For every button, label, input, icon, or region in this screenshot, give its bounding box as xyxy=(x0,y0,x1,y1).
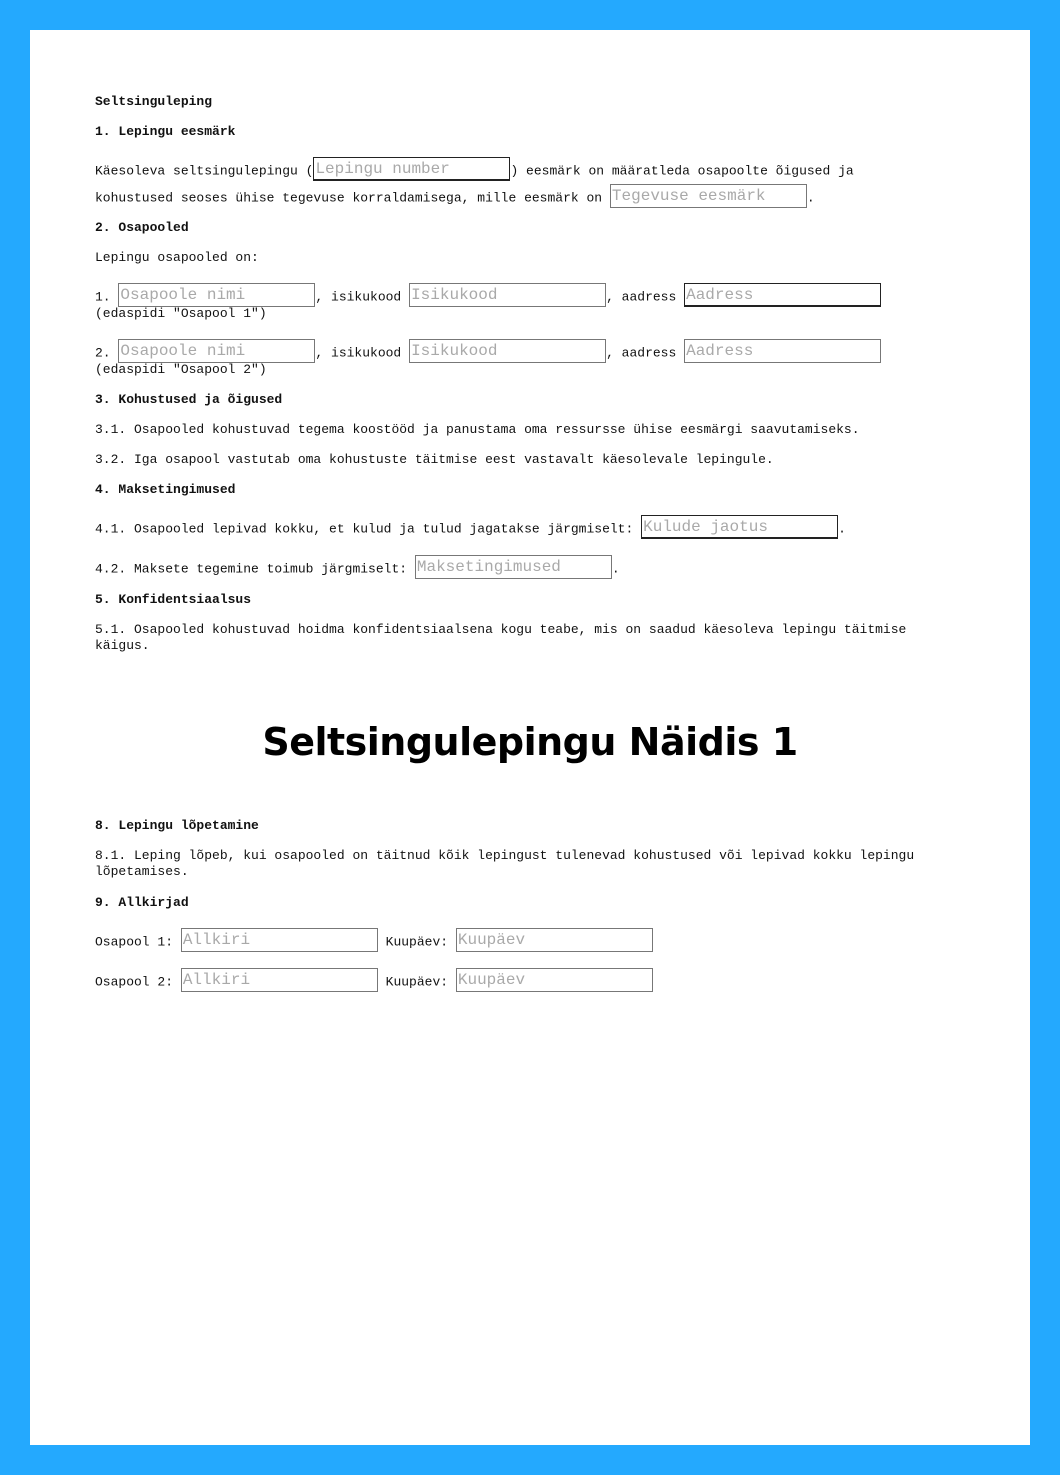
signature-row-1: Osapool 1: Allkiri Kuupäev: Kuupäev xyxy=(95,930,653,954)
party-1-name-input[interactable] xyxy=(118,283,315,307)
party-2-alias: (edaspidi "Osapool 2") xyxy=(95,362,267,377)
party-1-address-input[interactable] xyxy=(684,283,881,307)
party-2-id-input[interactable] xyxy=(409,339,606,363)
party-2-row: 2. Osapoole nimi , isikukood Isikukood , aadress Aadress xyxy=(95,341,881,365)
section-1-heading: 1. Lepingu eesmärk xyxy=(95,124,236,139)
cost-distribution-input[interactable] xyxy=(641,515,838,539)
section-2-heading: 2. Osapooled xyxy=(95,220,189,235)
party-2-address-input[interactable] xyxy=(684,339,881,363)
banner-title: Seltsingulepingu Näidis 1 xyxy=(262,720,798,764)
party-2-name-input[interactable] xyxy=(118,339,315,363)
section-5-heading: 5. Konfidentsiaalsus xyxy=(95,592,252,607)
party-1-row: 1. Osapoole nimi , isikukood Isikukood , aadress Aadress xyxy=(95,285,881,309)
party-2-date-input[interactable] xyxy=(456,968,653,992)
party-1-alias: (edaspidi "Osapool 1") xyxy=(95,306,267,321)
section-4-heading: 4. Maksetingimused xyxy=(95,482,236,497)
title-banner xyxy=(30,686,1032,814)
section-1-line-2: kohustused seoses ühise tegevuse korraldamisega, mille eesmärk on Tegevuse eesmärk . xyxy=(95,186,815,210)
section-8-heading: 8. Lepingu lõpetamine xyxy=(95,818,259,833)
clause-4-2: 4.2. Maksete tegemine toimub järgmiselt: Maksetingimused . xyxy=(95,557,620,581)
clause-4-1: 4.1. Osapooled lepivad kokku, et kulud ja tulud jagatakse järgmiselt: Kulude jaotus . xyxy=(95,517,846,541)
party-1-signature-input[interactable] xyxy=(181,928,378,952)
clause-3-1: 3.1. Osapooled kohustuvad tegema koostööd ja panustama oma ressursse ühise eesmärgi saavutamiseks. xyxy=(95,422,860,437)
party-2-signature-input[interactable] xyxy=(181,968,378,992)
party-1-date-input[interactable] xyxy=(456,928,653,952)
party-1-id-input[interactable] xyxy=(409,283,606,307)
activity-goal-input[interactable] xyxy=(610,184,807,208)
clause-5-1: 5.1. Osapooled kohustuvad hoidma konfidentsiaalsena kogu teabe, mis on saadud käesoleva lepingu täitmise käigus. xyxy=(95,622,907,653)
clause-8-1: 8.1. Leping lõpeb, kui osapooled on täitnud kõik lepingust tulenevad kohustused või lepivad kokku lepingu lõpetamises. xyxy=(95,848,915,879)
contract-number-input[interactable] xyxy=(313,157,510,181)
section-3-heading: 3. Kohustused ja õigused xyxy=(95,392,283,407)
clause-3-2: 3.2. Iga osapool vastutab oma kohustuste täitmise eest vastavalt käesolevale lepingule. xyxy=(95,452,774,467)
document-page xyxy=(30,30,1030,1445)
signature-row-2: Osapool 2: Allkiri Kuupäev: Kuupäev xyxy=(95,970,653,994)
document-title: Seltsinguleping xyxy=(95,94,213,109)
parties-intro: Lepingu osapooled on: xyxy=(95,250,259,265)
section-9-heading: 9. Allkirjad xyxy=(95,895,189,910)
payment-terms-input[interactable] xyxy=(415,555,612,579)
section-1-line-1: Käesoleva seltsingulepingu (Lepingu number ) eesmärk on määratleda osapoolte õigused ja xyxy=(95,159,854,183)
